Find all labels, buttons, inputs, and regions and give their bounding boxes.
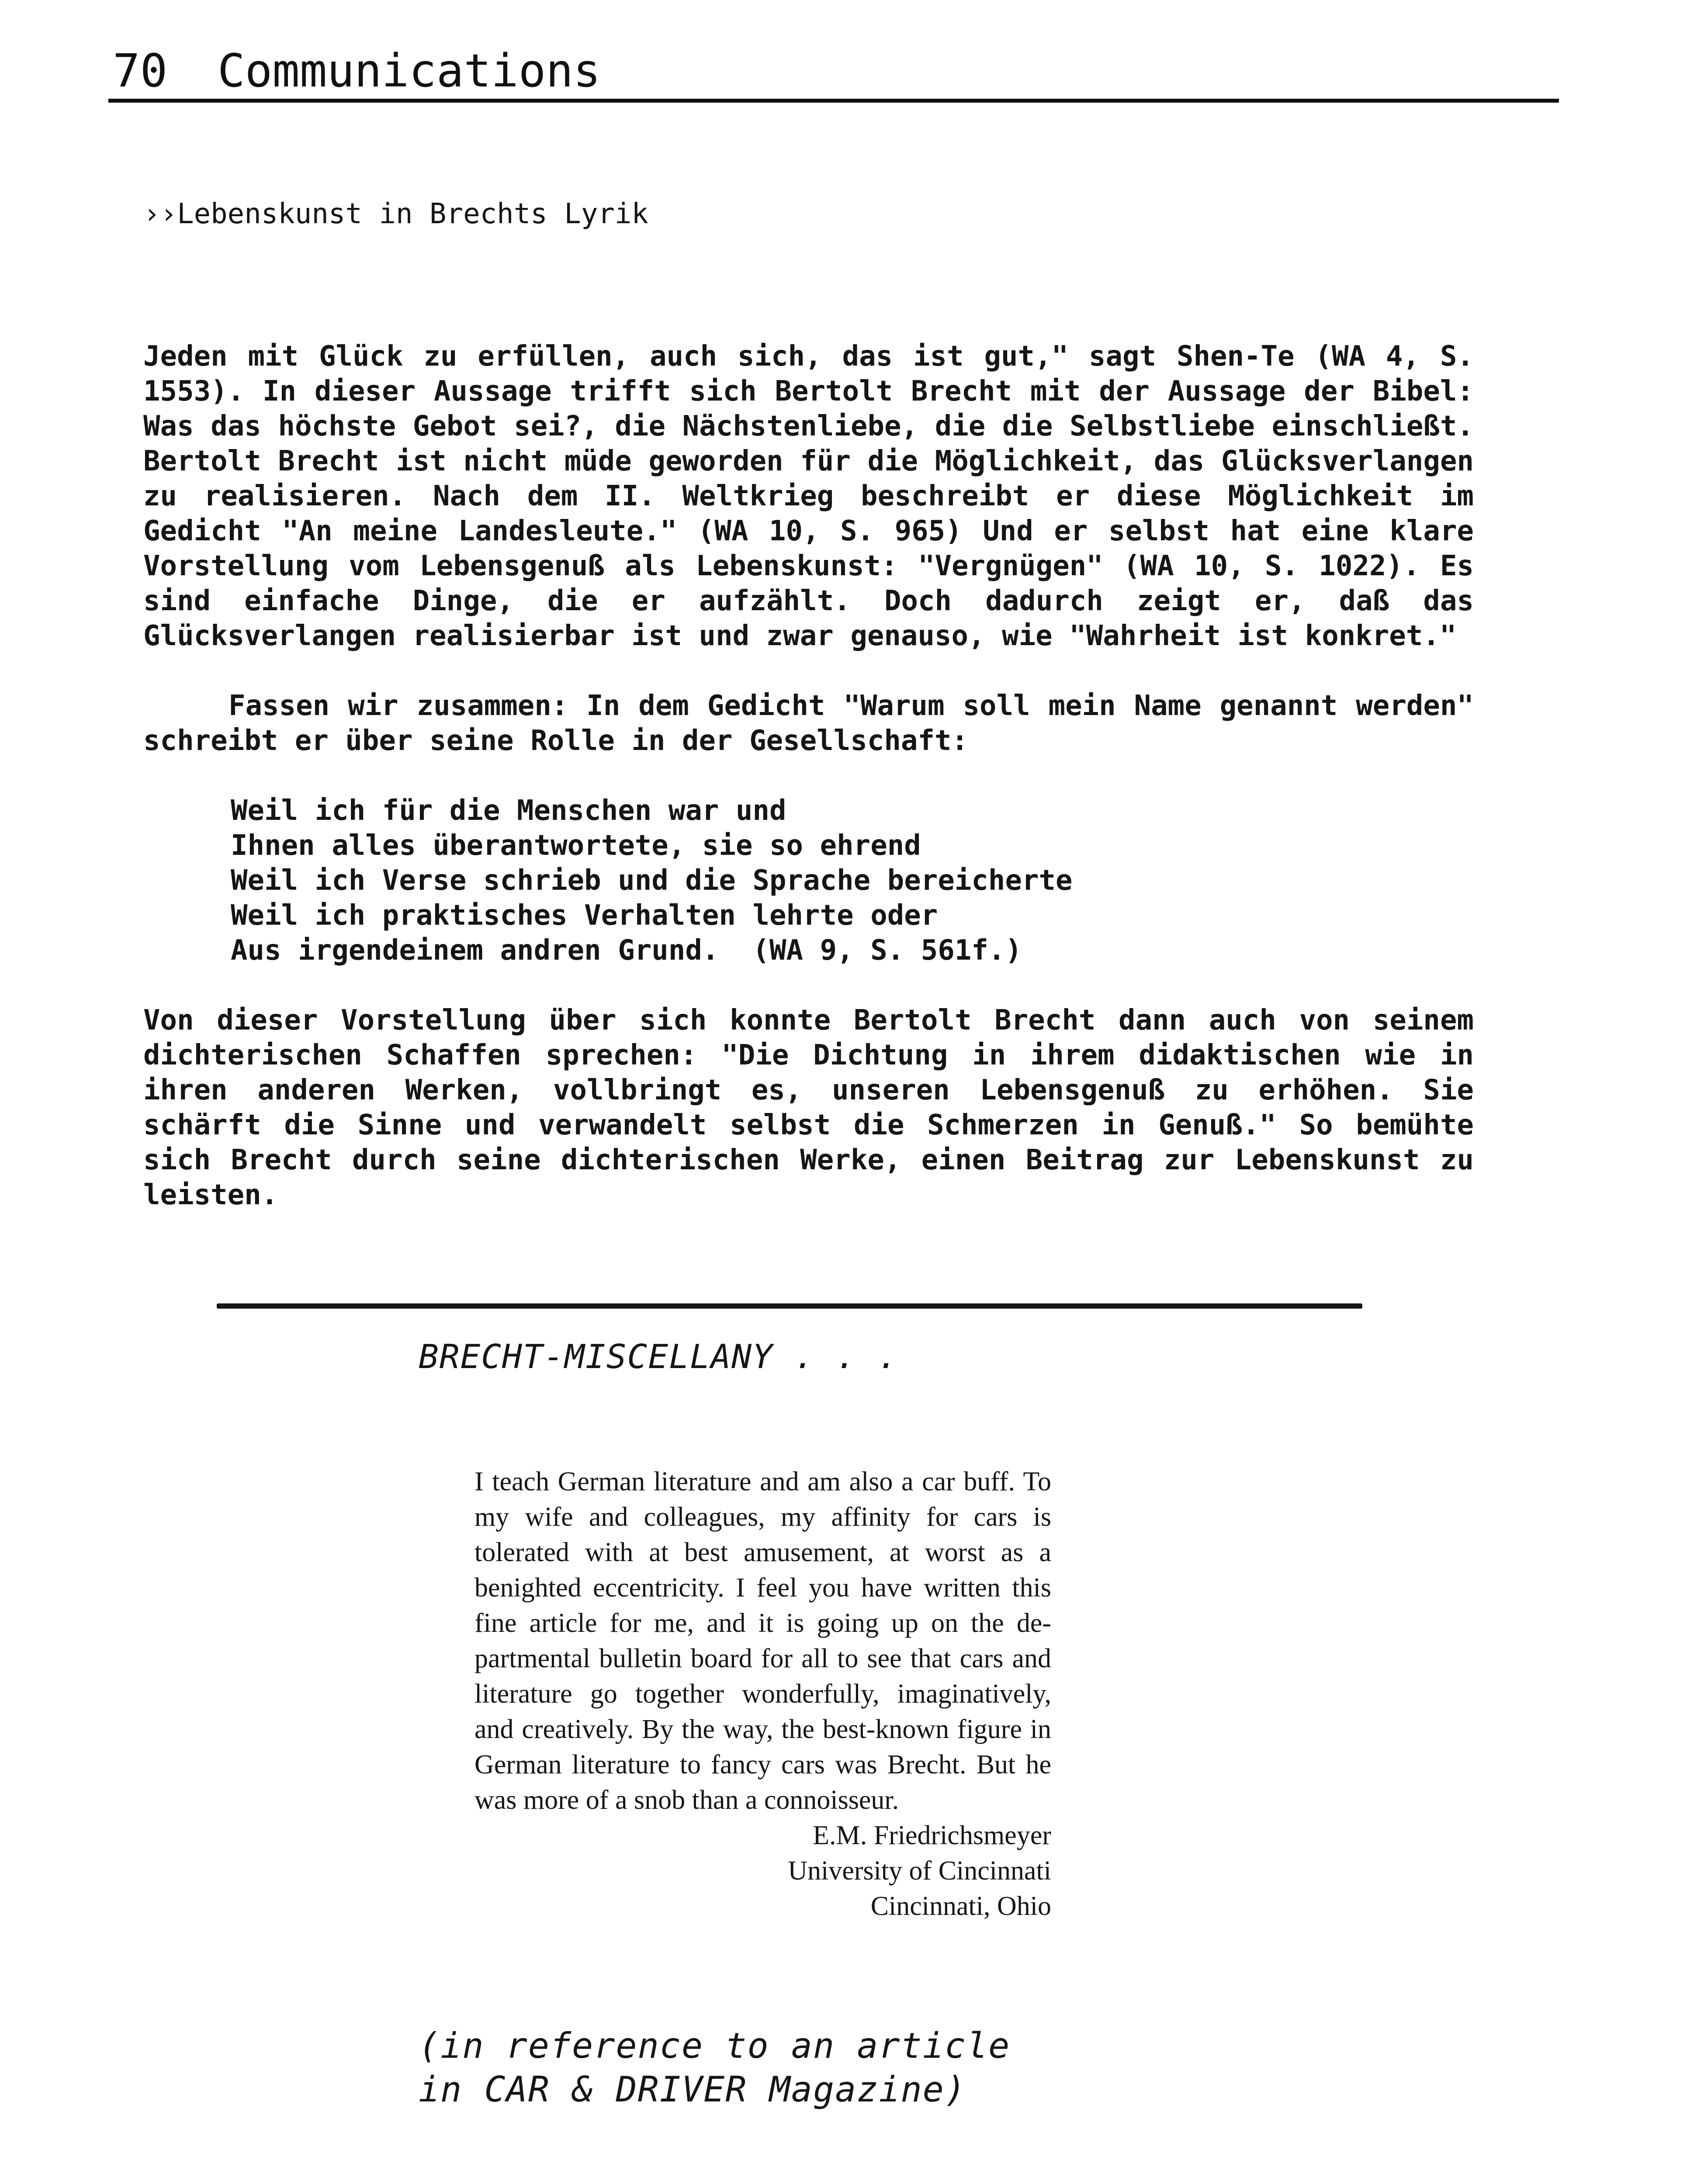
- signature-name: E.M. Friedrichsmeyer: [813, 1821, 1051, 1850]
- letter-body: I teach German literature and am also a car buff. To my wife and colleagues, my affinity for cars is tolerated with at best amusement, at worst as a benighted eccentricity. I feel you have written this fine article for me, and it is going up on the departmental bulletin board for all to see that cars and literature go together wonderfully, imaginatively, and creatively. By the way, the best-known figure in German literature to fancy cars was Brecht. But he was more of a snob than a connoisseur.: [474, 1467, 1051, 1815]
- poem-line: Weil ich für die Menschen war und: [231, 795, 786, 827]
- reader-letter: [474, 1464, 1051, 1924]
- reference-note: [419, 2024, 1010, 2111]
- article-paragraph: Fassen wir zusammen: In dem Gedicht "Warum soll mein Name genannt werden" schreibt er über seine Rolle in der Gesellschaft:: [143, 690, 1474, 757]
- article-paragraph: Von dieser Vorstellung über sich konnte Bertolt Brecht dann auch von seinem dichterischen Schaffen sprechen: "Die Dichtung in ihrem didaktischen wie in ihren anderen Werken, vollbringt es, unseren Lebensgenuß zu erhöhen. Sie schärft die Sinne und verwandelt selbst die Schmerzen in Genuß." So bemühte sich Brecht durch seine dichterischen Werke, einen Beitrag zur Lebenskunst zu leisten.: [143, 1004, 1474, 1211]
- section-title: Communications: [218, 44, 601, 97]
- poem-line: Ihnen alles überantwortete, sie so ehrend: [231, 829, 921, 862]
- section-divider: [217, 1303, 1362, 1309]
- reference-line: (in reference to an article: [419, 2025, 1011, 2066]
- poem-quote: [231, 793, 1474, 968]
- poem-line: Aus irgendeinem andren Grund. (WA 9, S. 561f.): [231, 934, 1022, 967]
- reference-line: in CAR & DRIVER Magazine): [419, 2069, 967, 2110]
- poem-line: Weil ich Verse schrieb und die Sprache bereicherte: [231, 864, 1073, 897]
- letter-signature: [474, 1818, 1051, 1924]
- page-header: [113, 40, 1555, 106]
- signature-affiliation: University of Cincinnati: [788, 1856, 1051, 1886]
- signature-location: Cincinnati, Ohio: [870, 1891, 1051, 1921]
- article-body: [143, 339, 1474, 1213]
- article-paragraph: Jeden mit Glück zu erfüllen, auch sich, das ist gut," sagt Shen-Te (WA 4, S. 1553). In dieser Aussage trifft sich Bertolt Brecht mit der Aussage der Bibel: Was das höchste Gebot sei?, die Nächstenliebe, die die Selbstliebe einschließt. Bertolt Brecht ist nicht müde geworden für die Möglichkeit, das Glücksverlangen zu realisieren. Nach dem II. Weltkrieg beschreibt er diese Möglichkeit im Gedicht "An meine Landesleute." (WA 10, S. 965) Und er selbst hat eine klare Vorstellung vom Lebensgenuß als Lebenskunst: "Vergnügen" (WA 10, S. 1022). Es sind einfache Dinge, die er aufzählt. Doch dadurch zeigt er, daß das Glücksverlangen realisierbar ist und zwar genauso, wie "Wahrheit ist konkret.": [143, 340, 1474, 652]
- page-number: 70: [113, 44, 168, 97]
- header-rule: [108, 99, 1559, 103]
- miscellany-heading: BRECHT-MISCELLANY . . .: [419, 1337, 899, 1376]
- poem-line: Weil ich praktisches Verhalten lehrte oder: [231, 899, 938, 932]
- continued-article-title: ››Lebenskunst in Brechts Lyrik: [143, 198, 648, 230]
